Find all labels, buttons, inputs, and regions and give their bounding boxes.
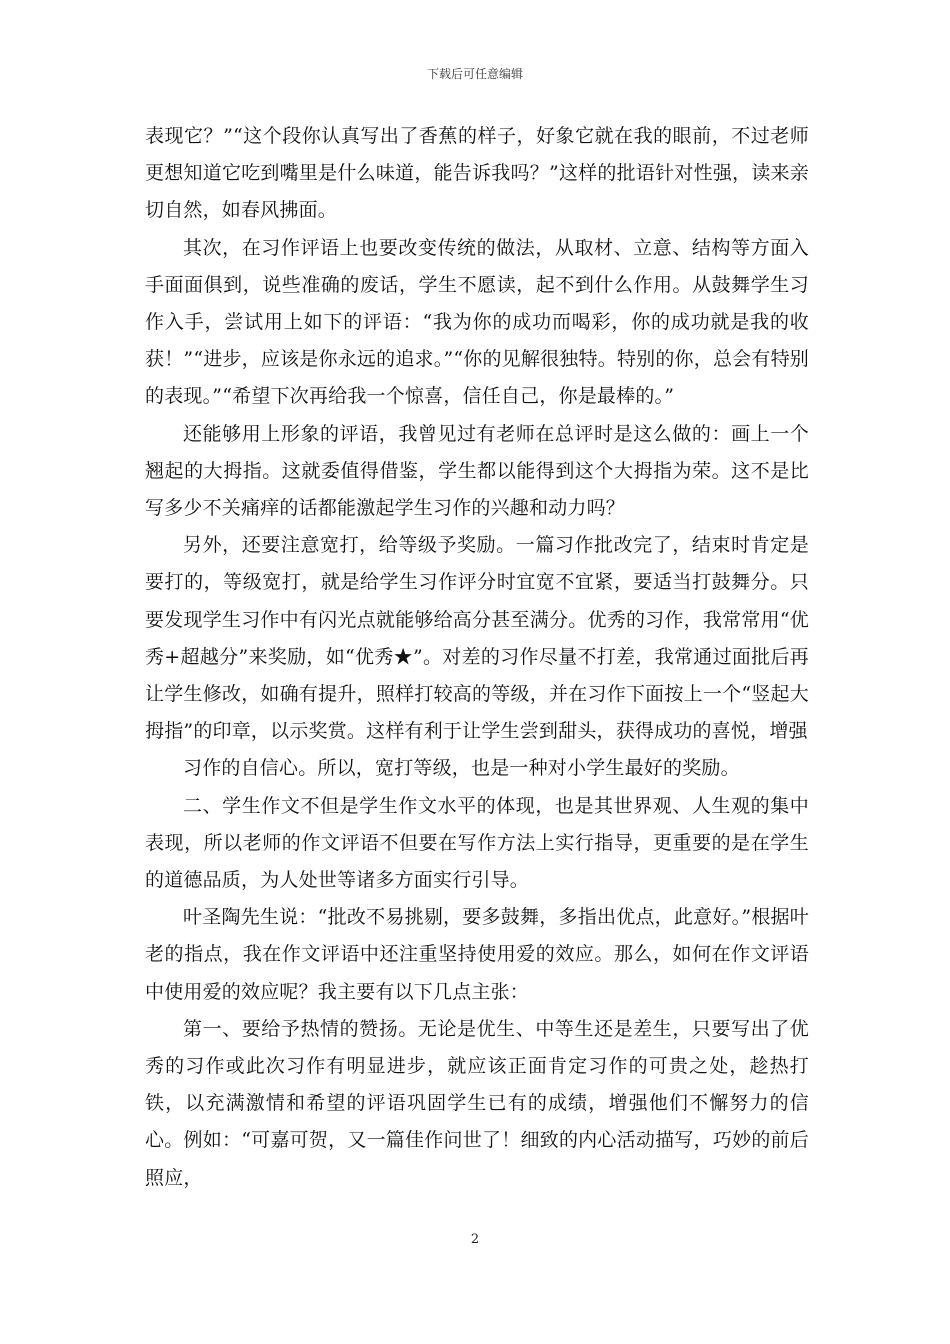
paragraph: 另外，还要注意宽打，给等级予奖励。一篇习作批改完了，结束时肯定是要打的，等级宽打，就是给学生习作评分时宜宽不宜紧，要适当打鼓舞分。只要发现学生习作中有闪光点就能够给高分甚至满分。优秀的习作，我常常用“优秀+超越分”来奖励，如“优秀★”。对差的习作尽量不打差，我常通过面批后再让学生修改，如确有提升，照样打较高的等级，并在习作下面按上一个“竖起大拇指”的印章，以示奖赏。这样有利于让学生尝到甜头，获得成功的喜悦，增强 xyxy=(145,534,809,743)
page-header: 下载后可任意编辑 xyxy=(426,67,523,81)
paragraph: 其次，在习作评语上也要改变传统的做法，从取材、立意、结构等方面入手面面俱到，说些准确的废话，学生不愿读，起不到什么作用。从鼓舞学生习作入手，尝试用上如下的评语：“我为你的成功而喝彩，你的成功就是我的收获！”“进步，应该是你永远的追求。”“你的见解很独特。特别的你，总会有特别的表现。”“希望下次再给我一个惊喜，信任自己，你是最棒的。” xyxy=(145,236,809,408)
document-body xyxy=(145,118,809,1197)
paragraph: 叶圣陶先生说：“批改不易挑剔，要多鼓舞，多指出优点，此意好。”根据叶老的指点，我在作文评语中还注重坚持使用爱的效应。那么，如何在作文评语中使用爱的效应呢？我主要有以下几点主张： xyxy=(145,906,809,1003)
paragraph: 习作的自信心。所以，宽打等级，也是一种对小学生最好的奖励。 xyxy=(183,757,740,780)
page-number: 2 xyxy=(470,1232,480,1247)
paragraph: 二、学生作文不但是学生作文水平的体现，也是其世界观、人生观的集中表现，所以老师的作文评语不但要在写作方法上实行指导，更重要的是在学生的道德品质，为人处世等诸多方面实行引导。 xyxy=(145,794,809,892)
paragraph: 第一、要给予热情的赞扬。无论是优生、中等生还是差生，只要写出了优秀的习作或此次习作有明显进步，就应该正面肯定习作的可贵之处，趁热打铁，以充满激情和希望的评语巩固学生已有的成绩，增强他们不懈努力的信心。例如：“可嘉可贺，又一篇佳作问世了！细致的内心活动描写，巧妙的前后照应， xyxy=(145,1017,809,1189)
paragraph: 表现它？”“这个段你认真写出了香蕉的样子，好象它就在我的眼前，不过老师更想知道它吃到嘴里是什么味道，能告诉我吗？”这样的批语针对性强，读来亲切自然，如春风拂面。 xyxy=(145,125,809,222)
paragraph: 还能够用上形象的评语，我曾见过有老师在总评时是这么做的：画上一个翘起的大拇指。这就委值得借鉴，学生都以能得到这个大拇指为荣。这不是比写多少不关痛痒的话都能激起学生习作的兴趣和动力吗？ xyxy=(145,422,809,520)
